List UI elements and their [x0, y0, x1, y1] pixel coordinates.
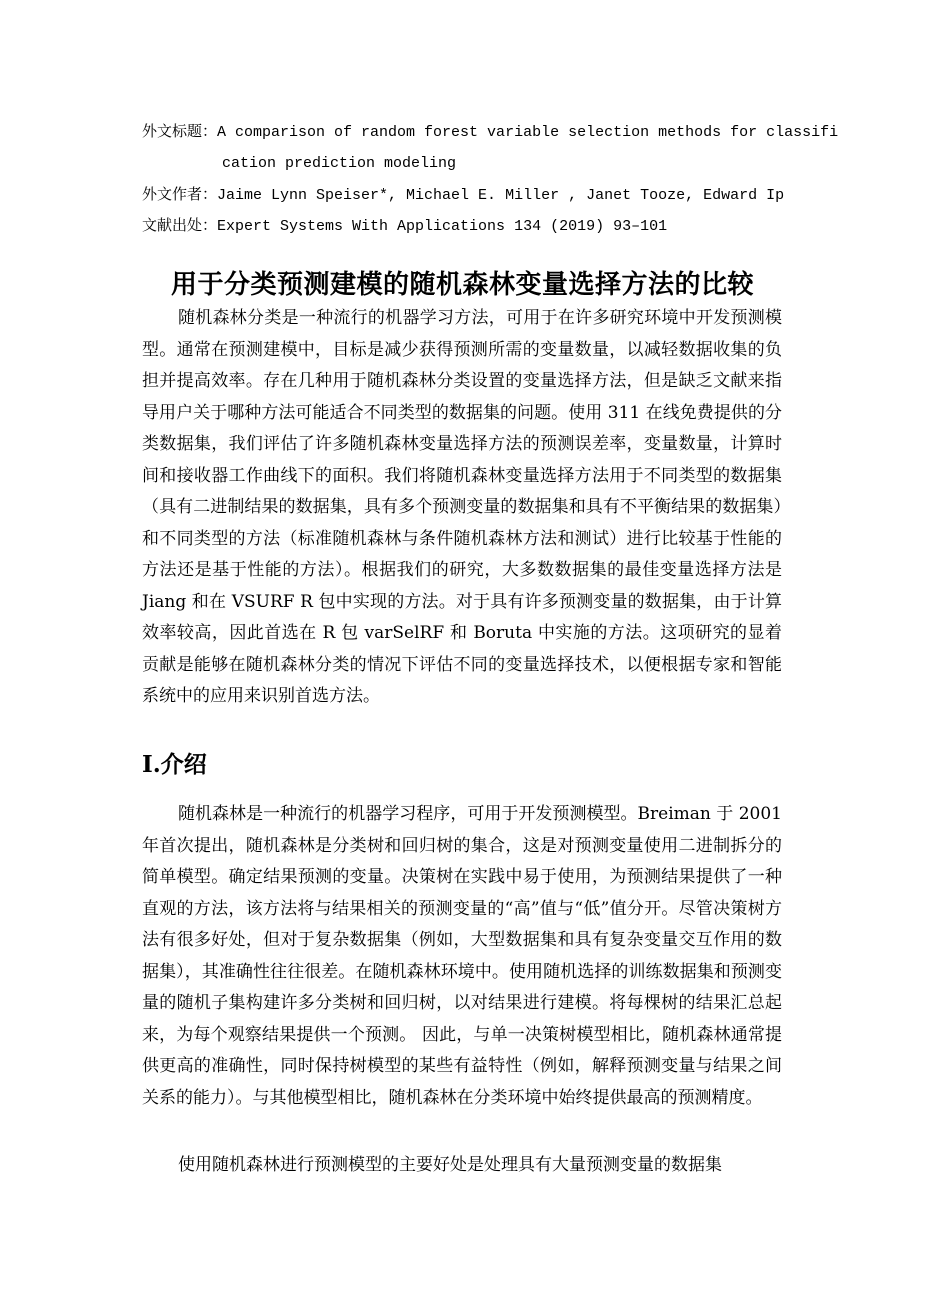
- foreign-title-row: [142, 117, 839, 179]
- foreign-title-line1: A comparison of random forest variable selection methods for classifi: [217, 124, 839, 141]
- source-label: 文献出处：: [142, 218, 218, 235]
- source-text: Expert Systems With Applications 134 (2019) 93–101: [217, 218, 668, 235]
- foreign-authors: Jaime Lynn Speiser*, Michael E. Miller , Janet Tooze, Edward Ip: [217, 187, 785, 204]
- abstract-paragraph: 随机森林分类是一种流行的机器学习方法，可用于在许多研究环境中开发预测模型。通常在预测建模中，目标是减少获得预测所需的变量数量，以减轻数据收集的负担并提高效率。存在几种用于随机森林分类设置的变量选择方法，但是缺乏文献来指导用户关于哪种方法可能适合不同类型的数据集的问题。使用 311 在线免费提供的分类数据集，我们评估了许多随机森林变量选择方法的预测误差率，变量数量，计算时间和接收器工作曲线下的面积。我们将随机森林变量选择方法用于不同类型的数据集（具有二进制结果的数据集，具有多个预测变量的数据集和具有不平衡结果的数据集）和不同类型的方法（标准随机森林与条件随机森林方法和测试）进行比较基于性能的方法还是基于性能的方法）。根据我们的研究，大多数数据集的最佳变量选择方法是 Jiang 和在 VSURF R 包中实现的方法。对于具有许多预测变量的数据集，由于计算效率较高，因此首选在 R 包 varSelRF 和 Boruta 中实施的方法。这项研究的显着贡献是能够在随机森林分类的情况下评估不同的变量选择技术，以便根据专家和智能系统中的应用来识别首选方法。: [142, 308, 782, 706]
- source-row: [142, 211, 782, 242]
- foreign-authors-row: [142, 180, 785, 211]
- foreign-title-label: 外文标题：: [142, 124, 218, 141]
- section-heading-introduction: I.介绍: [142, 751, 207, 778]
- intro-paragraph-1: 随机森林是一种流行的机器学习程序，可用于开发预测模型。Breiman 于 2001 年首次提出，随机森林是分类树和回归树的集合，这是对预测变量使用二进制拆分的简单模型。确定结果预测的变量。决策树在实践中易于使用，为预测结果提供了一种直观的方法，该方法将与结果相关的预测变量的“高”值与“低”值分开。尽管决策树方法有很多好处，但对于复杂数据集（例如，大型数据集和具有复杂变量交互作用的数据集），其准确性往往很差。在随机森林环境中。使用随机选择的训练数据集和预测变量的随机子集构建许多分类树和回归树，以对结果进行建模。将每棵树的结果汇总起来，为每个观察结果提供一个预测。 因此，与单一决策树模型相比，随机森林通常提供更高的准确性，同时保持树模型的某些有益特性（例如，解释预测变量与结果之间关系的能力）。与其他模型相比，随机森林在分类环境中始终提供最高的预测精度。: [142, 804, 782, 1108]
- document-title: 用于分类预测建模的随机森林变量选择方法的比较: [170, 270, 754, 300]
- foreign-title-line2: cation prediction modeling: [222, 155, 457, 172]
- foreign-authors-label: 外文作者：: [142, 187, 218, 204]
- intro-paragraph-2: 使用随机森林进行预测模型的主要好处是处理具有大量预测变量的数据集: [178, 1155, 722, 1175]
